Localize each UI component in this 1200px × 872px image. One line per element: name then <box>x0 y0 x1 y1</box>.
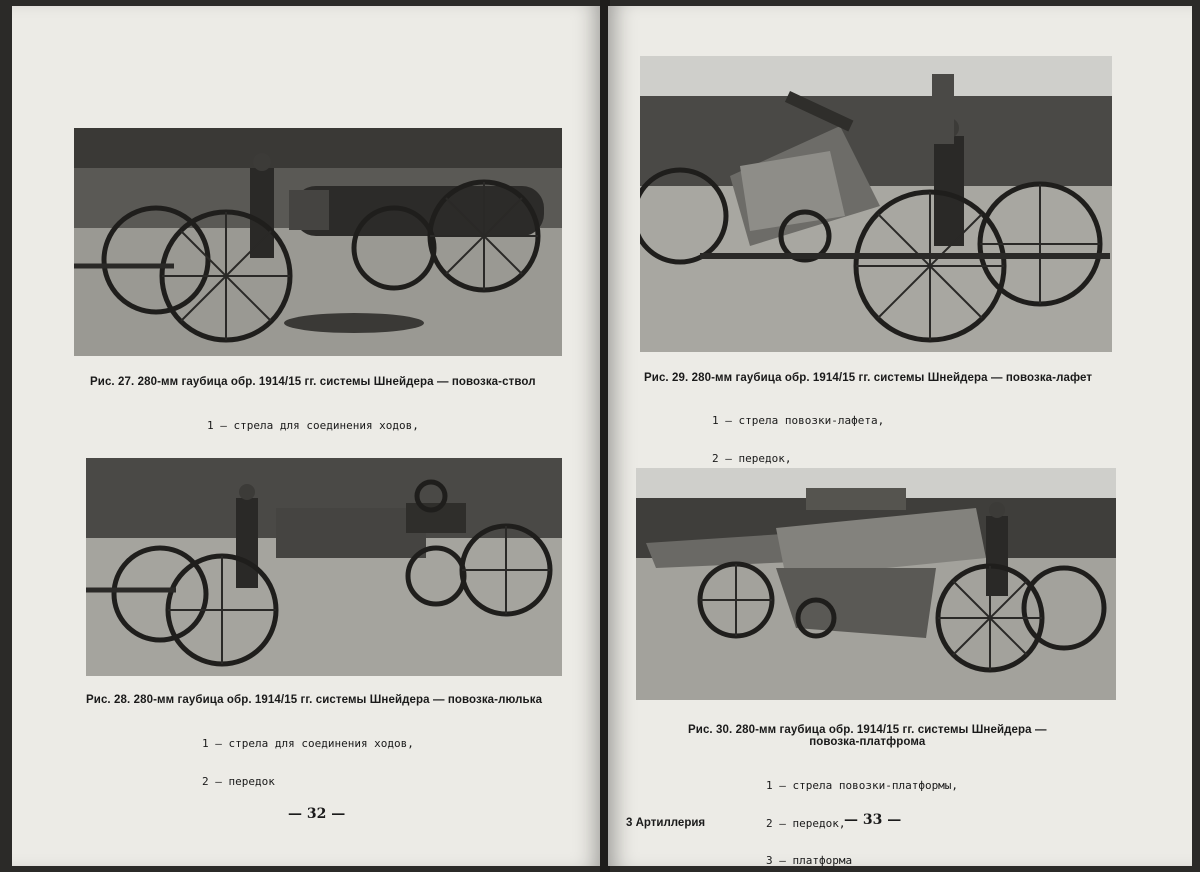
figure-30-caption-line1: Рис. 30. 280-мм гаубица обр. 1914/15 гг. системы Шнейдера — <box>688 724 1047 736</box>
figure-28-photo <box>86 458 562 676</box>
figure-30-caption-line2: повозка-платфрома <box>809 736 926 748</box>
legend-item: 1 — стрела для соединения ходов, <box>202 737 414 750</box>
figure-28-caption: Рис. 28. 280-мм гаубица обр. 1914/15 гг. системы Шнейдера — повозка-люлька <box>86 694 543 706</box>
figure-28-legend <box>202 713 414 813</box>
figure-27-photo <box>74 128 562 356</box>
legend-item: 1 — стрела для соединения ходов, <box>207 419 419 432</box>
page-number: — 32 — <box>288 806 346 822</box>
figure-30-caption <box>688 724 1047 748</box>
legend-item: 3 — платформа <box>766 854 853 866</box>
right-page <box>608 6 1192 866</box>
legend-item: 1 — стрела повозки-платформы, <box>766 779 959 792</box>
signature-mark: 3 Артиллерия <box>626 817 706 829</box>
legend-item: 2 — передок <box>202 774 275 788</box>
figure-30-legend <box>766 755 958 866</box>
legend-item: 1 — стрела повозки-лафета, <box>712 414 885 427</box>
figure-29-photo <box>640 56 1112 352</box>
figure-29-caption: Рис. 29. 280-мм гаубица обр. 1914/15 гг. системы Шнейдера — повозка-лафет <box>644 372 1093 384</box>
figure-30-photo <box>636 468 1116 700</box>
legend-item: 2 — передок, <box>766 816 846 830</box>
left-page <box>12 6 602 866</box>
page-number: — 33 — <box>844 812 902 828</box>
legend-item: 2 — передок, <box>712 451 792 465</box>
figure-27-caption: Рис. 27. 280-мм гаубица обр. 1914/15 гг. системы Шнейдера — повозка-ствол <box>90 376 536 388</box>
